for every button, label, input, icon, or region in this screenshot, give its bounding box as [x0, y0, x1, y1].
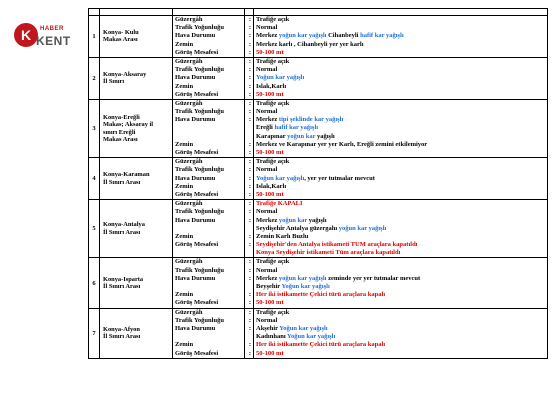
- field-label: Trafik Yoğunluğu: [175, 24, 224, 32]
- colon-separator: :: [248, 174, 252, 182]
- field-label: Görüş Mesafesi: [175, 48, 219, 56]
- value-segment: Beyşehir: [256, 283, 282, 290]
- field-value: [254, 166, 547, 174]
- route-name: [100, 258, 173, 308]
- value-segment: 50-100 mt: [256, 349, 284, 357]
- value-segment: hafif kar yağışlı: [360, 32, 404, 40]
- field-value: [254, 74, 547, 82]
- field-label: Zemin: [175, 341, 194, 349]
- value-segment: Normal: [256, 24, 278, 32]
- value-segment: Konya Seydişehir istikameti Tüm araçlara kapatıldı: [256, 249, 401, 257]
- field-values: [254, 158, 548, 200]
- colon-separator: :: [248, 258, 252, 266]
- field-value: [254, 49, 547, 57]
- colon-separator: [245, 333, 253, 341]
- field-value: [254, 133, 547, 141]
- field-value: [254, 309, 547, 317]
- field-label: Zemin: [175, 232, 194, 240]
- field-label: Zemin: [175, 291, 194, 299]
- field-labels: [173, 57, 245, 99]
- route-name-line: Konya-Aksaray: [103, 70, 147, 78]
- field-label: Hava Durumu: [175, 32, 216, 40]
- colon-separator: [245, 124, 253, 132]
- table-row: [89, 258, 548, 308]
- colon-separator: [245, 225, 253, 233]
- colon-separator: :: [248, 241, 252, 249]
- value-segment: 50-100 mt: [256, 48, 284, 56]
- field-value: [254, 299, 547, 307]
- field-label: Hava Durumu: [175, 174, 216, 182]
- haberkent-logo: [14, 20, 74, 54]
- logo-top-text: HABER: [40, 26, 64, 32]
- field-label: Güzergâh: [175, 158, 203, 166]
- field-label: Görüş Mesafesi: [175, 149, 219, 156]
- field-value: [254, 241, 547, 249]
- row-number: 7: [89, 308, 100, 358]
- field-value: [254, 149, 547, 157]
- field-label: Hava Durumu: [175, 116, 216, 124]
- field-value: [254, 141, 547, 149]
- value-segment: 50-100 mt: [256, 149, 284, 156]
- value-segment: Trafiğe açık: [256, 99, 290, 107]
- field-label: Trafik Yoğunluğu: [175, 166, 224, 174]
- field-label: Görüş Mesafesi: [175, 190, 219, 198]
- field-label: [173, 249, 244, 257]
- value-segment: Merkez karlı , Cihanbeyli yer yer karlı: [256, 40, 364, 48]
- field-label: Güzergâh: [175, 258, 203, 266]
- field-value: [254, 258, 547, 266]
- field-value: [254, 333, 547, 341]
- table-row: [89, 57, 548, 99]
- value-segment: Yoğun kar yağışlı: [256, 174, 305, 182]
- field-label: Hava Durumu: [175, 216, 216, 224]
- route-name: [100, 308, 173, 358]
- colon-separator: :: [248, 48, 252, 56]
- colon-separator: :: [248, 108, 252, 116]
- value-segment: Zemin Karlı Buzlu: [256, 232, 309, 240]
- colon-separator: :: [248, 82, 252, 90]
- field-label: Trafik Yoğunluğu: [175, 208, 224, 216]
- value-segment: Islak,Karlı: [256, 182, 287, 190]
- value-segment: 50-100 mt: [256, 299, 284, 307]
- value-segment: yoğun kar: [287, 132, 316, 140]
- value-segment: Merkez ve Karapınar yer yer Karlı, Ereğli zemini etkilemiyor: [256, 140, 428, 148]
- field-value: [254, 208, 547, 216]
- field-value: [254, 341, 547, 349]
- colon-separator: :: [248, 216, 252, 224]
- field-value: [254, 124, 547, 132]
- value-segment: Yoğun kar yağışlı: [281, 283, 330, 290]
- colon-separator: :: [248, 74, 252, 82]
- table-top-edge: [89, 9, 548, 16]
- field-label: Zemin: [175, 182, 194, 190]
- logo-bottom-text: KENT: [36, 34, 71, 48]
- field-value: [254, 291, 547, 299]
- field-value: [254, 32, 547, 40]
- route-name-line: Konya- Kulu: [103, 28, 139, 36]
- route-name-line: İl Sınırı Arası: [103, 333, 141, 341]
- field-value: [254, 225, 547, 233]
- field-values: [254, 258, 548, 308]
- field-label: Görüş Mesafesi: [175, 349, 219, 357]
- field-values: [254, 16, 548, 58]
- colon-separator: :: [248, 24, 252, 32]
- route-name-line: Konya-Isparta: [103, 275, 144, 283]
- colon-separator: :: [248, 57, 252, 65]
- value-segment: 50-100 mt: [256, 190, 284, 198]
- value-segment: 50-100 mt: [256, 90, 284, 98]
- value-segment: Trafiğe açık: [256, 57, 290, 65]
- value-segment: Trafiğe açık: [256, 258, 290, 266]
- colon-column: [245, 258, 254, 308]
- colon-separator: :: [248, 40, 252, 48]
- field-labels: [173, 200, 245, 258]
- value-segment: yoğun kar: [278, 216, 308, 224]
- field-value: [254, 108, 547, 116]
- field-label: Görüş Mesafesi: [175, 241, 219, 249]
- value-segment: Trafiğe açık: [256, 158, 290, 166]
- table-row: [89, 158, 548, 200]
- colon-separator: :: [248, 140, 252, 148]
- field-value: [254, 24, 547, 32]
- value-segment: Ereğli: [256, 124, 275, 132]
- field-label: Görüş Mesafesi: [175, 299, 219, 307]
- field-values: [254, 57, 548, 99]
- value-segment: Normal: [256, 108, 278, 116]
- row-number: 1: [89, 16, 100, 58]
- field-labels: [173, 16, 245, 58]
- value-segment: yoğun kar yağışlı: [278, 274, 327, 282]
- colon-separator: :: [248, 324, 252, 332]
- field-value: [254, 41, 547, 49]
- field-value: [254, 91, 547, 99]
- colon-separator: :: [248, 182, 252, 190]
- field-label: [173, 283, 244, 291]
- value-segment: yağışlı: [307, 216, 327, 224]
- field-value: [254, 350, 547, 358]
- row-number: 3: [89, 99, 100, 157]
- field-values: [254, 308, 548, 358]
- colon-separator: :: [248, 274, 252, 282]
- colon-separator: :: [248, 341, 252, 349]
- field-value: [254, 116, 547, 124]
- table-row: [89, 200, 548, 258]
- route-name-line: Makas Arası: [103, 36, 138, 44]
- value-segment: Merkez: [256, 32, 279, 40]
- value-segment: Yoğun kar yağışlı: [256, 74, 305, 82]
- colon-separator: :: [248, 299, 252, 307]
- route-name-line: İl Sınırı Arası: [103, 178, 141, 186]
- value-segment: Normal: [256, 66, 278, 74]
- value-segment: Normal: [256, 208, 278, 216]
- field-labels: [173, 308, 245, 358]
- field-value: [254, 283, 547, 291]
- route-name-line: sınırı Ereğli: [103, 128, 136, 136]
- field-label: [173, 333, 244, 341]
- field-value: [254, 217, 547, 225]
- route-name: [100, 16, 173, 58]
- route-name-line: Konya-Ereğli: [103, 113, 140, 121]
- field-value: [254, 16, 547, 24]
- field-label: Hava Durumu: [175, 74, 216, 82]
- field-label: Güzergâh: [175, 16, 203, 23]
- route-name: [100, 57, 173, 99]
- field-label: [173, 225, 244, 233]
- value-segment: Karapınar: [256, 132, 288, 140]
- route-name: [100, 158, 173, 200]
- colon-separator: :: [248, 232, 252, 240]
- field-label: Hava Durumu: [175, 274, 216, 282]
- value-segment: yağışlı: [315, 132, 335, 140]
- value-segment: Kadınhanı: [256, 333, 288, 341]
- colon-column: [245, 200, 254, 258]
- field-label: Güzergâh: [175, 99, 203, 107]
- row-number: 5: [89, 200, 100, 258]
- colon-separator: :: [248, 32, 252, 40]
- table-row: [89, 16, 548, 58]
- field-label: Güzergâh: [175, 57, 203, 65]
- route-name-line: Makas Arası: [103, 136, 138, 144]
- field-value: [254, 275, 547, 283]
- value-segment: Merkez: [256, 274, 279, 282]
- field-labels: [173, 99, 245, 157]
- value-segment: , yer yer tutmalar mevcut: [304, 174, 375, 182]
- route-name-line: İl Sınırı: [103, 78, 125, 86]
- colon-separator: :: [248, 208, 252, 216]
- field-label: Güzergâh: [175, 308, 203, 316]
- value-segment: Her iki istikamette Çekici türü araçlara kapalı: [256, 341, 386, 349]
- route-name-line: İl Sınırı Arası: [103, 228, 141, 236]
- value-segment: Merkez: [256, 216, 279, 224]
- field-value: [254, 100, 547, 108]
- route-name-line: Konya-Antalya: [103, 221, 145, 229]
- value-segment: Yoğun kar yağışlı: [279, 324, 328, 332]
- value-segment: tipi şeklinde kar yağışlı: [278, 116, 344, 124]
- row-number: 6: [89, 258, 100, 308]
- colon-separator: :: [248, 291, 252, 299]
- colon-column: [245, 16, 254, 58]
- field-label: [173, 133, 244, 141]
- field-value: [254, 200, 547, 208]
- value-segment: Normal: [256, 266, 278, 274]
- field-values: [254, 99, 548, 157]
- table-row: [89, 308, 548, 358]
- row-number: 4: [89, 158, 100, 200]
- field-value: [254, 183, 547, 191]
- colon-separator: :: [248, 66, 252, 74]
- colon-separator: :: [248, 316, 252, 324]
- table-row: [89, 99, 548, 157]
- colon-separator: :: [248, 308, 252, 316]
- colon-separator: [245, 283, 253, 291]
- field-label: Görüş Mesafesi: [175, 90, 219, 98]
- value-segment: Trafiğe açık: [256, 16, 290, 23]
- route-name: [100, 99, 173, 157]
- field-labels: [173, 158, 245, 200]
- value-segment: hafif kar yağışlı: [274, 124, 319, 132]
- field-label: [173, 124, 244, 132]
- field-value: [254, 58, 547, 66]
- colon-separator: :: [248, 16, 252, 23]
- value-segment: Islak,Karlı: [256, 82, 287, 90]
- value-segment: Merkez: [256, 116, 279, 124]
- colon-separator: :: [248, 90, 252, 98]
- colon-column: [245, 158, 254, 200]
- field-label: Zemin: [175, 40, 194, 48]
- route-name: [100, 200, 173, 258]
- colon-separator: :: [248, 266, 252, 274]
- row-number: 2: [89, 57, 100, 99]
- colon-separator: :: [248, 190, 252, 198]
- field-value: [254, 267, 547, 275]
- field-label: Trafik Yoğunluğu: [175, 66, 224, 74]
- field-value: [254, 233, 547, 241]
- colon-separator: [245, 133, 253, 141]
- colon-separator: :: [248, 166, 252, 174]
- field-label: Trafik Yoğunluğu: [175, 316, 224, 324]
- value-segment: Trafiğe KAPALI: [256, 200, 303, 208]
- colon-column: [245, 57, 254, 99]
- colon-column: [245, 308, 254, 358]
- colon-separator: :: [248, 149, 252, 156]
- field-value: [254, 317, 547, 325]
- field-label: Güzergâh: [175, 200, 203, 208]
- colon-column: [245, 99, 254, 157]
- colon-separator: :: [248, 158, 252, 166]
- route-name-line: Konya-Karaman: [103, 171, 150, 179]
- field-label: Hava Durumu: [175, 324, 216, 332]
- field-label: Trafik Yoğunluğu: [175, 108, 224, 116]
- field-value: [254, 83, 547, 91]
- route-name-line: İl Sınırı Arası: [103, 283, 141, 290]
- colon-separator: :: [248, 200, 252, 208]
- field-value: [254, 66, 547, 74]
- value-segment: Normal: [256, 316, 278, 324]
- value-segment: yoğun kar yağışlı: [338, 224, 387, 232]
- value-segment: zeminde yer yer tutmalar mevcut: [326, 274, 421, 282]
- logo-mark: K: [14, 23, 38, 47]
- field-value: [254, 158, 547, 166]
- colon-separator: :: [248, 99, 252, 107]
- field-label: Zemin: [175, 82, 194, 90]
- field-value: [254, 175, 547, 183]
- value-segment: Yoğun kar yağışlı: [287, 333, 336, 341]
- field-labels: [173, 258, 245, 308]
- value-segment: Cihanbeyli: [326, 32, 361, 40]
- value-segment: Her iki istikamette Çekici türü araçlara kapalı: [256, 291, 386, 299]
- field-value: [254, 325, 547, 333]
- field-value: [254, 249, 547, 257]
- colon-separator: :: [248, 116, 252, 124]
- field-label: Zemin: [175, 140, 194, 148]
- value-segment: Trafiğe açık: [256, 308, 290, 316]
- value-segment: Seydişehir'den Antalya istikameti TÜM araçlara kapatıldı: [256, 241, 418, 249]
- field-value: [254, 191, 547, 199]
- road-status-table: [88, 8, 548, 359]
- route-name-line: Konya-Afyon: [103, 325, 140, 333]
- colon-separator: [245, 249, 253, 257]
- value-segment: Normal: [256, 166, 278, 174]
- colon-separator: :: [248, 349, 252, 357]
- value-segment: Akşehir: [256, 324, 280, 332]
- route-name-line: Makas; Aksaray il: [103, 121, 154, 129]
- field-values: [254, 200, 548, 258]
- field-label: Trafik Yoğunluğu: [175, 266, 224, 274]
- value-segment: yoğun kar yağışlı: [278, 32, 327, 40]
- value-segment: Seydişehir Antalya güzergahı: [256, 224, 339, 232]
